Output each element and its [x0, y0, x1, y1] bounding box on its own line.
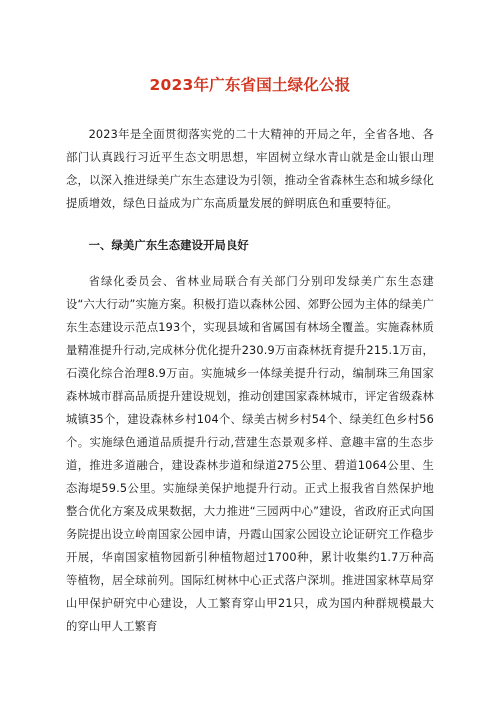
intro-paragraph: 2023年是全面贯彻落实党的二十大精神的开局之年，全省各地、各部门认真践行习近平生态文明思想，牢固树立绿水青山就是金山银山理念，以深入推进绿美广东生态建设为引领，推动全省森林生态和城乡绿化提质增效，绿色日益成为广东高质量发展的鲜明底色和重要特征。 — [66, 128, 434, 210]
document-title: 2023年广东省国土绿化公报 — [149, 76, 351, 94]
section-heading: 一、绿美广东生态建设开局良好 — [88, 239, 249, 252]
section-body-paragraph: 省绿化委员会、省林业局联合有关部门分别印发绿美广东生态建设“六大行动”实施方案。积极打造以森林公园、郊野公园为主体的绿美广东生态建设示范点193个，实现县域和省属国有林场全覆盖。实施森林质量精准提升行动,完成林分优化提升230.9万亩森林抚育提升215.1万亩，石漠化综合治理8.9万亩。实施城乡一体绿美提升行动，编制珠三角国家森林城市群高品质提升建设规划，推动创建国家森林城市，评定省级森林城镇35个，建设森林乡村104个、绿美古树乡村54个、绿美红色乡村56个。实施绿色通道品质提升行动,营建生态景观多样、意趣丰富的生态步道，推进多道融合，建设森林步道和绿道275公里、碧道1064公里、生态海堤59.5公里。实施绿美保护地提升行动。正式上报我省自然保护地整合优化方案及成果数据，大力推进“三园两中心”建设，省政府正式向国务院提出设立岭南国家公园申请，丹霞山国家公园设立论证研究工作稳步开展，华南国家植物园新引种植物超过1700种，累计收集约1.7万种高等植物，居全球前列。国际红树林中心正式落户深圳。推进国家林草局穿山甲保护研究中心建设，人工繁育穿山甲21只，成为国内种群规模最大的穿山甲人工繁育 — [66, 275, 434, 633]
